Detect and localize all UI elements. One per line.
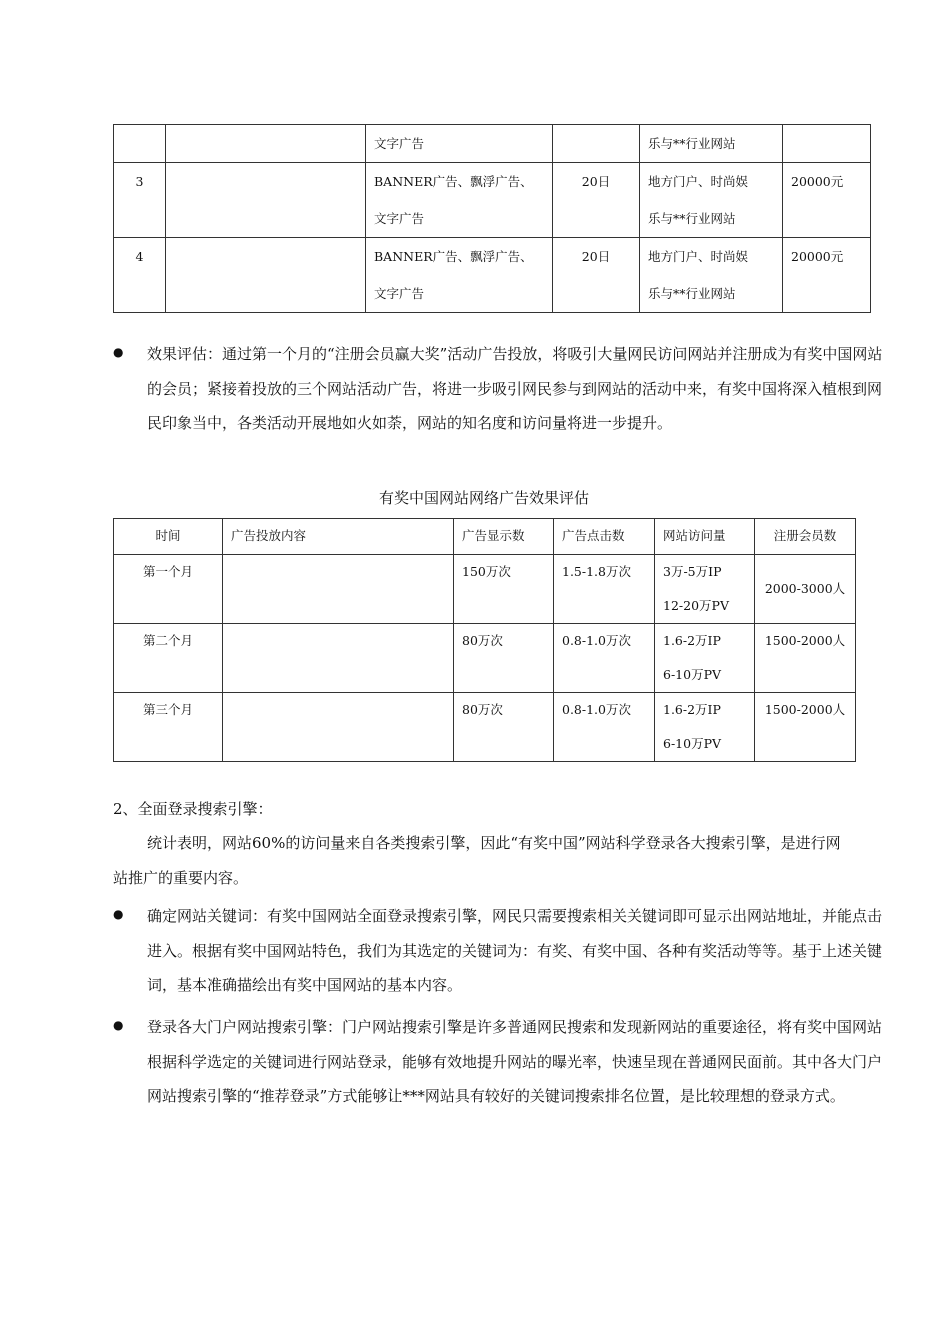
- ad-cost-cell: 20000元: [783, 163, 871, 238]
- row-number: 3: [114, 163, 166, 238]
- visits-cell: 1.6-2万IP 6-10万PV: [655, 693, 755, 762]
- table-row: [114, 163, 871, 238]
- members-cell: 1500-2000人: [755, 624, 856, 693]
- row-number: [114, 125, 166, 163]
- ad-form-cell: 文字广告: [366, 125, 553, 163]
- ad-days-cell: 20日: [553, 238, 640, 313]
- ad-plan-table: [113, 124, 871, 313]
- ad-content-cell: [166, 163, 366, 238]
- members-cell: 2000-3000人: [755, 555, 856, 624]
- ad-cost-cell: [783, 125, 871, 163]
- impressions-cell: 150万次: [454, 555, 554, 624]
- column-header: 网站访问量: [655, 519, 755, 555]
- ad-sites-cell: 乐与**行业网站: [640, 125, 783, 163]
- table-row: [114, 238, 871, 313]
- statistics-paragraph: 统计表明，网站60%的访问量来自各类搜索引擎，因此“有奖中国”网站科学登录各大搜索引擎，是进行网站推广的重要内容。: [113, 834, 841, 887]
- bullet-marker: ●: [113, 907, 124, 921]
- clicks-cell: 0.8-1.0万次: [554, 693, 655, 762]
- row-number: 4: [114, 238, 166, 313]
- ad-days-cell: [553, 125, 640, 163]
- clicks-cell: 0.8-1.0万次: [554, 624, 655, 693]
- effect-evaluation-paragraph: 效果评估：通过第一个月的“注册会员赢大奖”活动广告投放，将吸引大量网民访问网站并注册成为有奖中国网站的会员；紧接着投放的三个网站活动广告，将进一步吸引网民参与到网站的活动中来，有奖中国将深入植根到网民印象当中，各类活动开展地如火如荼，网站的知名度和访问量将进一步提升。: [147, 345, 883, 432]
- ad-cost-cell: 20000元: [783, 238, 871, 313]
- content-cell: [223, 624, 454, 693]
- bullet-marker: ●: [113, 1018, 124, 1032]
- content-cell: [223, 555, 454, 624]
- content-cell: [223, 693, 454, 762]
- ad-content-cell: [166, 125, 366, 163]
- ad-effect-table: [113, 518, 856, 762]
- portal-search-bullet-paragraph: 登录各大门户网站搜索引擎：门户网站搜索引擎是许多普通网民搜索和发现新网站的重要途径，将有奖中国网站根据科学选定的关键词进行网站登录，能够有效地提升网站的曝光率，快速呈现在普通网民面前。其中各大门户网站搜索引擎的“推荐登录”方式能够让***网站具有较好的关键词搜索排名位置，是比较理想的登录方式。: [147, 1018, 883, 1105]
- ad-content-cell: [166, 238, 366, 313]
- time-cell: 第二个月: [114, 624, 223, 693]
- table-caption: 有奖中国网站网络广告效果评估: [378, 489, 589, 507]
- table-row: [114, 555, 856, 624]
- impressions-cell: 80万次: [454, 624, 554, 693]
- ad-sites-cell: 地方门户、时尚娱 乐与**行业网站: [640, 238, 783, 313]
- keyword-bullet-paragraph: 确定网站关键词：有奖中国网站全面登录搜索引擎，网民只需要搜索相关关键词即可显示出网站地址，并能点击进入。根据有奖中国网站特色，我们为其选定的关键词为：有奖、有奖中国、各种有奖活动等等。基于上述关键词，基本准确描绘出有奖中国网站的基本内容。: [147, 907, 883, 994]
- impressions-cell: 80万次: [454, 693, 554, 762]
- visits-cell: 1.6-2万IP 6-10万PV: [655, 624, 755, 693]
- column-header: 广告投放内容: [223, 519, 454, 555]
- column-header: 时间: [114, 519, 223, 555]
- time-cell: 第一个月: [114, 555, 223, 624]
- ad-sites-cell: 地方门户、时尚娱 乐与**行业网站: [640, 163, 783, 238]
- members-cell: 1500-2000人: [755, 693, 856, 762]
- section-heading: 2、全面登录搜索引擎：: [113, 800, 273, 818]
- clicks-cell: 1.5-1.8万次: [554, 555, 655, 624]
- table-row: [114, 125, 871, 163]
- column-header: 注册会员数: [755, 519, 856, 555]
- ad-form-cell: BANNER广告、飘浮广告、 文字广告: [366, 238, 553, 313]
- bullet-marker: ●: [113, 345, 124, 359]
- column-header: 广告点击数: [554, 519, 655, 555]
- time-cell: 第三个月: [114, 693, 223, 762]
- table-row: [114, 624, 856, 693]
- ad-days-cell: 20日: [553, 163, 640, 238]
- table-header-row: [114, 519, 856, 555]
- visits-cell: 3万-5万IP 12-20万PV: [655, 555, 755, 624]
- table-row: [114, 693, 856, 762]
- ad-form-cell: BANNER广告、飘浮广告、 文字广告: [366, 163, 553, 238]
- column-header: 广告显示数: [454, 519, 554, 555]
